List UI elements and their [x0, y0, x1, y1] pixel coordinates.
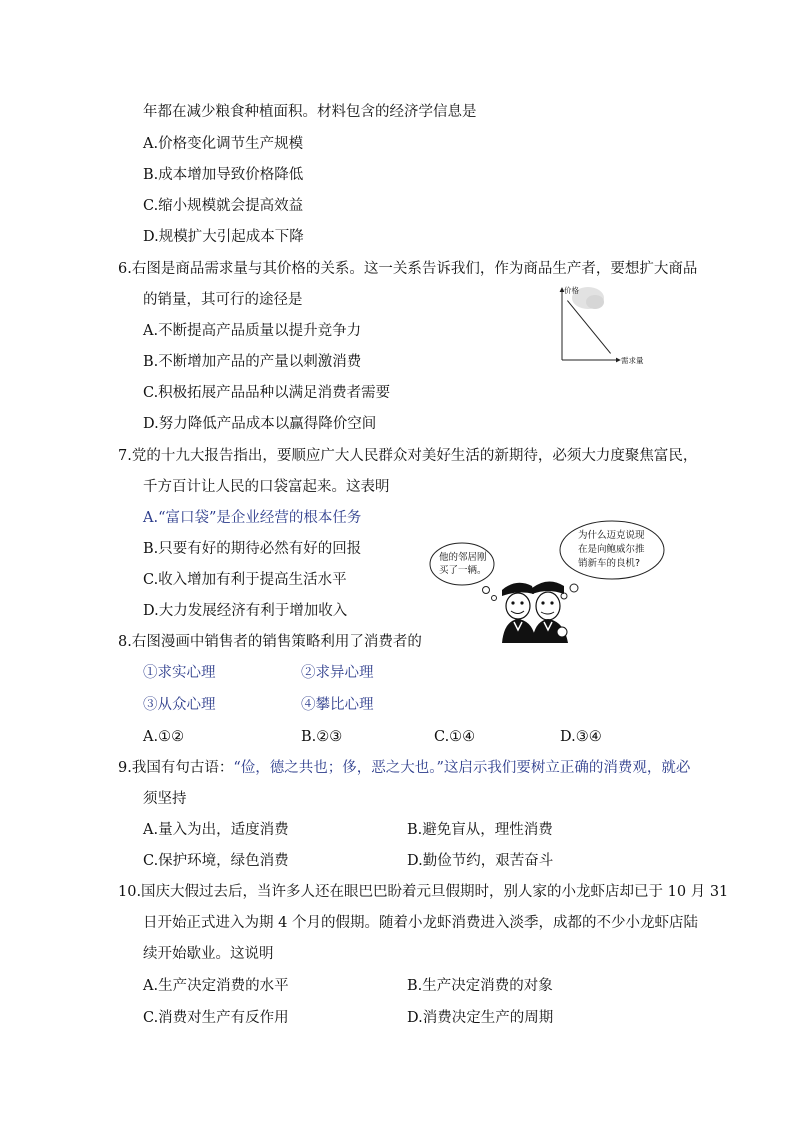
- q7-stem-line1: 7.党的十九大报告指出，要顺应广大人民群众对美好生活的新期待，必须大力度聚焦富民，: [118, 448, 698, 464]
- q5-stem-continuation: 年都在减少粮食种植面积。材料包含的经济学信息是: [143, 104, 477, 120]
- q9-option-b: B.避免盲从，理性消费: [407, 822, 553, 838]
- q9-stem-prefix: 9.我国有句古语：: [118, 760, 234, 776]
- q6-option-b: B.不断增加产品的产量以刺激消费: [143, 354, 362, 370]
- q8-choice-b: B.②③: [301, 729, 343, 745]
- q9-stem-line2: 须坚持: [143, 791, 187, 807]
- q10-stem-line3: 续开始歇业。这说明: [143, 946, 274, 962]
- q9-stem-line1: [118, 758, 690, 778]
- right-bubble-line3: 销新车的良机?: [578, 558, 641, 569]
- q8-choice-d: D.③④: [560, 729, 602, 745]
- demand-price-chart: [548, 282, 658, 372]
- q10-option-b: B.生产决定消费的对象: [407, 978, 553, 994]
- q8-choice-c: C.①④: [434, 729, 476, 745]
- right-bubble-line2: 在是向鲍威尔推: [578, 544, 645, 555]
- q5-option-c: C.缩小规模就会提高效益: [143, 198, 304, 214]
- q5-option-b: B.成本增加导致价格降低: [143, 167, 304, 183]
- q10-stem-line1: 10.国庆大假过去后，当许多人还在眼巴巴盼着元旦假期时，别人家的小龙虾店却已于 10 月 31: [118, 884, 729, 900]
- salesmen-cartoon: [422, 518, 694, 643]
- q6-option-c: C.积极拓展产品品种以满足消费者需要: [143, 385, 391, 401]
- q9-stem-quote: “俭，德之共也；侈，恶之大也。”这启示我们要树立正确的消费观，就必: [233, 760, 691, 776]
- q9-option-d: D.勤俭节约，艰苦奋斗: [407, 853, 554, 869]
- q8-item-1: ①求实心理: [143, 665, 216, 681]
- left-bubble-line1: 他的邻居刚: [439, 552, 487, 563]
- q8-stem: 8.右图漫画中销售者的销售策略利用了消费者的: [118, 634, 422, 650]
- q10-option-c: C.消费对生产有反作用: [143, 1010, 289, 1026]
- q7-stem-line2: 千方百计让人民的口袋富起来。这表明: [143, 479, 390, 495]
- left-bubble-line2: 买了一辆。: [439, 565, 487, 576]
- q9-option-a: A.量入为出，适度消费: [143, 822, 289, 838]
- right-bubble-line1: 为什么迈克说现: [578, 530, 645, 541]
- q7-option-d: D.大力发展经济有利于增加收入: [143, 603, 348, 619]
- q10-stem-line2: 日开始正式进入为期 4 个月的假期。随着小龙虾消费进入淡季，成都的不少小龙虾店陆: [143, 915, 698, 931]
- q8-item-2: ②求异心理: [301, 665, 374, 681]
- q6-stem-line2: 的销量，其可行的途径是: [143, 292, 303, 308]
- q6-option-a: A.不断提高产品质量以提升竞争力: [143, 323, 362, 339]
- q6-option-d: D.努力降低产品成本以赢得降价空间: [143, 416, 377, 432]
- q8-item-4: ④攀比心理: [301, 697, 374, 713]
- left-speech-bubble: [430, 543, 497, 601]
- q10-option-a: A.生产决定消费的水平: [143, 978, 289, 994]
- q5-option-a: A.价格变化调节生产规模: [143, 136, 304, 152]
- q7-option-b: B.只要有好的期待必然有好的回报: [143, 541, 362, 557]
- q8-item-3: ③从众心理: [143, 697, 216, 713]
- right-speech-bubble: [560, 521, 664, 599]
- q8-choice-a: A.①②: [143, 729, 185, 745]
- q7-option-a: A.“富口袋”是企业经营的根本任务: [143, 510, 362, 526]
- q7-option-c: C.收入增加有利于提高生活水平: [143, 572, 347, 588]
- x-axis-label: 需求量: [621, 356, 644, 365]
- two-salesmen-figures: [502, 581, 568, 643]
- q6-stem-line1: 6.右图是商品需求量与其价格的关系。这一关系告诉我们，作为商品生产者，要想扩大商品: [118, 261, 698, 277]
- q10-option-d: D.消费决定生产的周期: [407, 1010, 554, 1026]
- q9-option-c: C.保护环境，绿色消费: [143, 853, 289, 869]
- y-axis-label: 价格: [564, 286, 579, 295]
- q5-option-d: D.规模扩大引起成本下降: [143, 229, 304, 245]
